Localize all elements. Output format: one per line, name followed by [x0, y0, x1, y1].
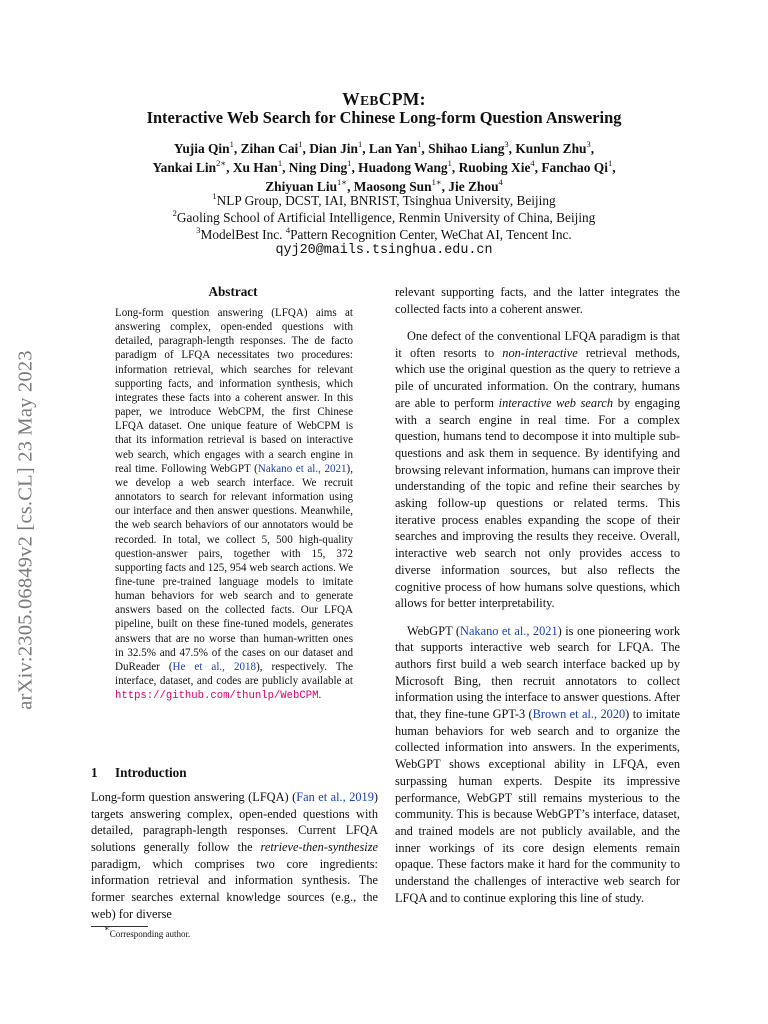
author-name: Xu Han	[232, 160, 278, 175]
intro-paragraph: Long-form question answering (LFQA) (Fan et al., 2019) targets answering complex, open-ended questions with detailed, paragraph-length responses. Current LFQA solutions generally follow the retrieve-then-synthesize paradigm, which comprises two core ingredients: information retrieval and information synthesis. The former searches external knowledge sources (e.g., the web) for diverse	[91, 790, 379, 921]
author-name: Huadong Wang	[358, 160, 448, 175]
paragraph: WebGPT (Nakano et al., 2021) is one pioneering work that supports interactive web search for LFQA. The authors first build a web search interface backed up by Microsoft Bing, then recruit annotators to collect information using the interface to answer questions. After that, they fine-tune GPT-3 (Brown et al., 2020) to imitate human behaviors for web search and to organize the collected information into answers. In the experiments, WebGPT shows exceptional ability in LFQA, even surpassing human experts. Despite its impressive performance, WebGPT still remains mysterious to the community. This is because WebGPT’s interface, dataset, and trained models are not publicly available, and the inner workings of its core design elements remain opaque. These factors make it hard for the community to understand the challenges of interactive web search for LFQA and to continue exploring this line of study.	[395, 623, 680, 905]
author-affiliation-mark: 3	[504, 139, 509, 149]
author-affiliation-mark: 4	[498, 177, 503, 187]
author-name: Shihao Liang	[428, 141, 505, 156]
author-name: Yujia Qin	[173, 141, 230, 156]
author-name: Maosong Sun	[353, 179, 432, 194]
paragraph: relevant supporting facts, and the latter integrates the collected facts into a coherent answer.	[395, 285, 680, 316]
arxiv-id-text: arXiv:2305.06849v2 [cs.CL] 23 May 2023	[14, 350, 37, 710]
citation-link[interactable]: Fan et al., 2019	[296, 790, 374, 804]
author-name: Lan Yan	[368, 141, 418, 156]
author-affiliation-mark: 1	[607, 158, 613, 168]
affiliation-3-4: $^3$ModelBest Inc. $^4$Pattern Recognition Center, WeChat AI, Tencent Inc.	[196, 225, 572, 242]
author-affiliation-mark: 1	[447, 158, 452, 168]
section-heading-introduction: 1 Introduction	[91, 765, 187, 780]
arxiv-identifier-sidebar	[6, 310, 46, 750]
citation-link[interactable]: Brown et al., 2020	[532, 707, 626, 722]
contact-email[interactable]: qyj20@mails.tsinghua.edu.cn	[275, 243, 493, 258]
right-column-text	[395, 284, 680, 917]
paper-title-line2: Interactive Web Search for Chinese Long-form Question Answering	[146, 108, 622, 127]
author-line-3: Zhiyuan Liu$^{1∗}$, Maosong Sun$^{1∗}$, Jie Zhou$^4$	[265, 177, 503, 194]
author-affiliation-mark: 1	[229, 139, 234, 149]
author-name: Ning Ding	[288, 160, 348, 175]
affiliation-1: $^1$NLP Group, DCST, IAI, BNRIST, Tsinghua University, Beijing	[212, 191, 556, 208]
abstract-body: Long-form question answering (LFQA) aims at answering complex, open-ended questions with detailed, paragraph-length responses. The de facto paradigm of LFQA necessitates two procedures: information retrieval, which searches for relevant supporting facts, and information synthesis, which integrates these facts into a coherent answer. In this paper, we introduce WebCPM, the first Chinese LFQA dataset. One unique feature of WebCPM is that its information retrieval is based on interactive web search, which engages with a search engine in real time. Following WebGPT (Nakano et al., 2021), we develop a web search interface. We recruit annotators to search for relevant information using our interface and then answer questions. Meanwhile, the web search behaviors of our annotators would be recorded. In total, we collect 5, 500 high-quality question-answer pairs, together with 15, 372 supporting facts and 125, 954 web search actions. We fine-tune pre-trained language models to imitate human behaviors for web search and to generate answers based on the collected facts. Our LFQA pipeline, built on these fine-tuned models, generates answers that are no worse than human-written ones in 32.5% and 47.5% of the cases on our dataset and DuReader (He et al., 2018), respectively. The interface, dataset, and codes are publicly available at https://github.com/thunlp/WebCPM.	[115, 307, 353, 703]
author-name: Kunlun Zhu	[515, 141, 587, 156]
abstract-heading: Abstract	[208, 284, 258, 299]
author-affiliation-mark: 1	[347, 158, 352, 168]
author-name: Dian Jin	[309, 141, 358, 156]
author-affiliation-mark: 3	[586, 139, 591, 149]
footnote-rule	[91, 926, 148, 927]
author-affiliation-mark: 1	[298, 139, 303, 149]
author-name: Jie Zhou	[448, 179, 499, 194]
footnote: ∗Corresponding author.	[104, 923, 191, 939]
paper-title-line1: WEBCPM:	[342, 89, 426, 109]
author-affiliation-mark: 1	[417, 139, 422, 149]
author-name: Fanchao Qi	[541, 160, 608, 175]
author-name: Zhiyuan Liu	[265, 179, 338, 194]
affiliation-2: $^2$Gaoling School of Artificial Intelligence, Renmin University of China, Beijing	[172, 208, 596, 225]
citation-link[interactable]: He et al., 2018	[172, 660, 257, 673]
author-affiliation-mark: 1∗	[337, 177, 348, 187]
author-line-2: Yankai Lin$^{2∗}$, Xu Han$^1$, Ning Ding$^1$, Huadong Wang$^1$, Ruobing Xie$^4$, Fanchao Qi$^1$,	[152, 158, 616, 175]
author-affiliation-mark: 1	[357, 139, 363, 149]
citation-link[interactable]: Nakano et al., 2021	[460, 623, 558, 638]
author-affiliation-mark: 2∗	[216, 158, 227, 168]
author-name: Ruobing Xie	[458, 160, 531, 175]
author-affiliation-mark: 1	[277, 158, 283, 168]
paragraph: One defect of the conventional LFQA paradigm is that it often resorts to non-interactive retrieval methods, which use the original question as the query to retrieve a pile of uncurated information. On the contrary, humans are able to perform interactive web search by engaging with a search engine in real time. For a complex question, humans tend to decompose it into multiple sub-questions and ask them in sequence. By identifying and browsing relevant information, humans can improve their understanding of the topic and refine their searches by asking follow-up questions or related terms. This iterative process enables expanding the scope of their searches and improving the results they receive. Overall, interactive web search not only provides access to diverse information sources, but also reflects the cognitive process of how humans solve questions, which allows for better interpretability.	[395, 329, 681, 611]
author-name: Yankai Lin	[152, 160, 217, 175]
github-url-link[interactable]: https://github.com/thunlp/WebCPM	[115, 690, 319, 703]
citation-link[interactable]: Nakano et al., 2021	[257, 462, 347, 475]
author-affiliation-mark: 4	[530, 158, 535, 168]
author-name: Zihan Cai	[240, 141, 299, 156]
author-affiliation-mark: 1∗	[431, 177, 442, 187]
author-line-1: Yujia Qin$^1$, Zihan Cai$^1$, Dian Jin$^1$, Lan Yan$^1$, Shihao Liang$^3$, Kunlun Zhu$^3$,	[173, 139, 595, 156]
